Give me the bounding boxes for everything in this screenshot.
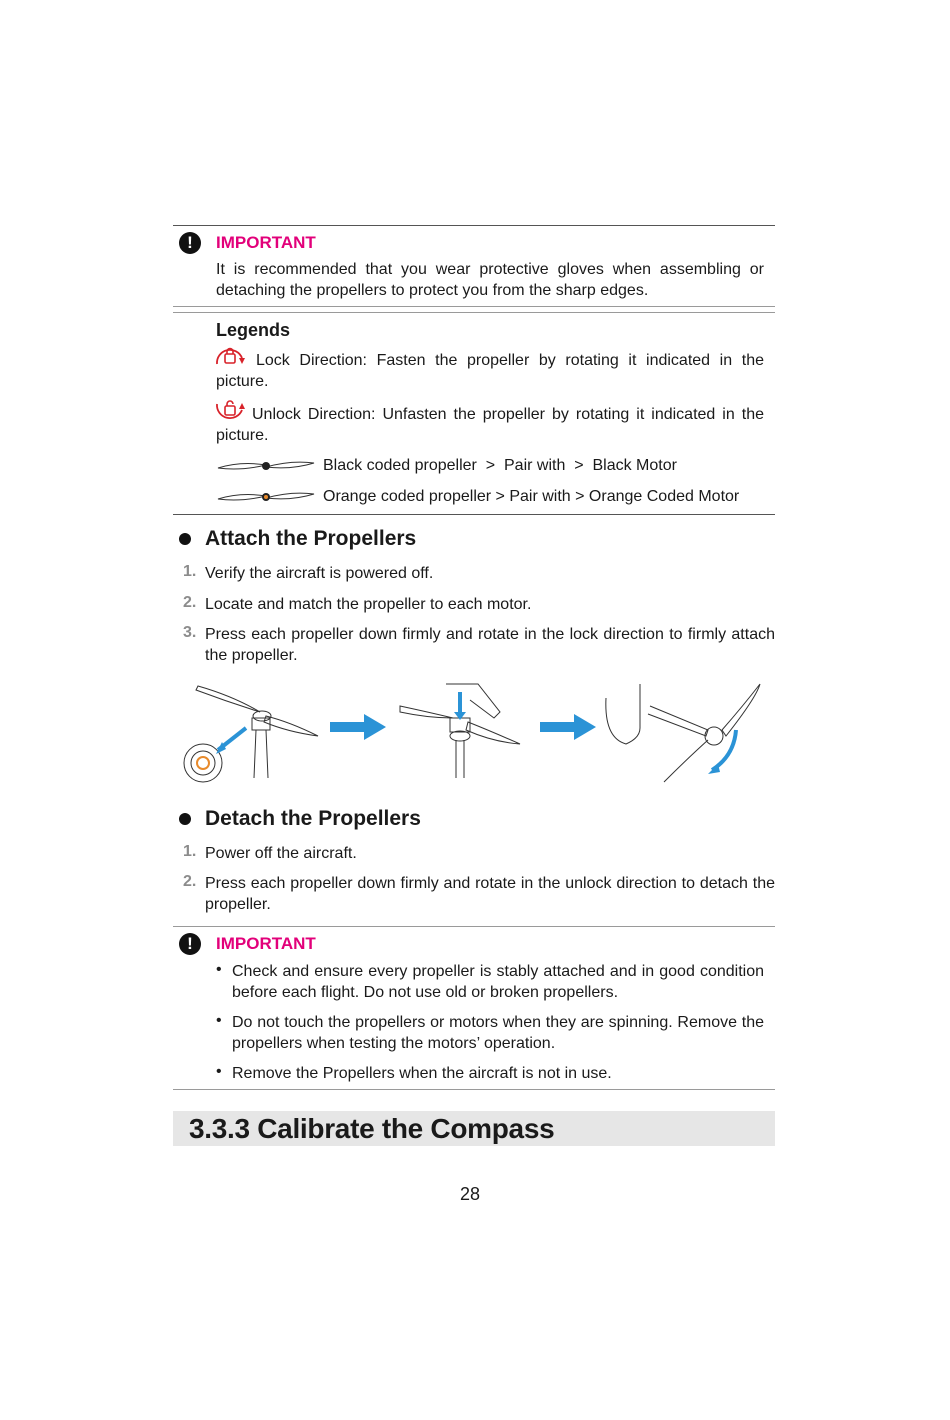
divider (173, 306, 775, 307)
arrow-right-icon (540, 714, 596, 740)
step-text: Press each propeller down firmly and rotate in the lock direction to firmly attach the propeller. (205, 626, 775, 664)
black-propeller-pairing: Black coded propeller > Pair with > Black Motor (323, 457, 677, 474)
list-bullet: • (216, 961, 222, 978)
step-number: 1. (183, 843, 197, 860)
detach-title: Detach the Propellers (205, 807, 421, 830)
divider (173, 1089, 775, 1090)
section-heading-bar (173, 1111, 775, 1146)
section-bullet (179, 813, 191, 825)
important-label: IMPORTANT (216, 934, 316, 953)
propeller-icon (216, 488, 316, 506)
arrow-right-icon (330, 714, 386, 740)
step-text: Press each propeller down firmly and rotate in the unlock direction to detach the propeller. (205, 875, 775, 913)
warning-icon: ! (179, 933, 201, 955)
propeller-icon (216, 457, 316, 475)
divider (173, 926, 775, 927)
list-bullet: • (216, 1063, 222, 1080)
step-text: Power off the aircraft. (205, 845, 357, 862)
step-number: 2. (183, 594, 197, 611)
step-number: 2. (183, 873, 197, 890)
legends-title: Legends (216, 320, 291, 340)
important-item: Remove the Propellers when the aircraft is not in use. (232, 1065, 612, 1082)
section-heading: 3.3.3 Calibrate the Compass (189, 1113, 555, 1144)
important-item: Check and ensure every propeller is stably attached and in good condition before each flight. Do not use old or broken propellers. (232, 963, 764, 1001)
divider (173, 312, 775, 313)
section-bullet (179, 533, 191, 545)
attach-illustration (178, 678, 778, 786)
orange-propeller-pairing: Orange coded propeller > Pair with > Orange Coded Motor (323, 488, 740, 505)
attach-title: Attach the Propellers (205, 527, 417, 550)
important-text: It is recommended that you wear protective gloves when assembling or detaching the propellers to protect you from the sharp edges. (216, 261, 764, 299)
top-divider (173, 225, 775, 226)
propeller-motor-drawing (184, 686, 318, 782)
list-bullet: • (216, 1012, 222, 1029)
warning-icon: ! (179, 232, 201, 254)
page-number: 28 (459, 1184, 481, 1204)
step-number: 1. (183, 563, 197, 580)
step-number: 3. (183, 624, 197, 641)
lock-direction-text: Lock Direction: Fasten the propeller by rotating it indicated in the picture. (216, 352, 764, 390)
step-text: Verify the aircraft is powered off. (205, 565, 434, 582)
divider (173, 514, 775, 515)
important-label: IMPORTANT (216, 233, 316, 252)
important-item: Do not touch the propellers or motors when they are spinning. Remove the propellers when testing the motors’ operation. (232, 1014, 764, 1052)
unlock-direction-text: Unlock Direction: Unfasten the propeller by rotating it indicated in the picture. (216, 406, 764, 444)
step-text: Locate and match the propeller to each motor. (205, 596, 532, 613)
